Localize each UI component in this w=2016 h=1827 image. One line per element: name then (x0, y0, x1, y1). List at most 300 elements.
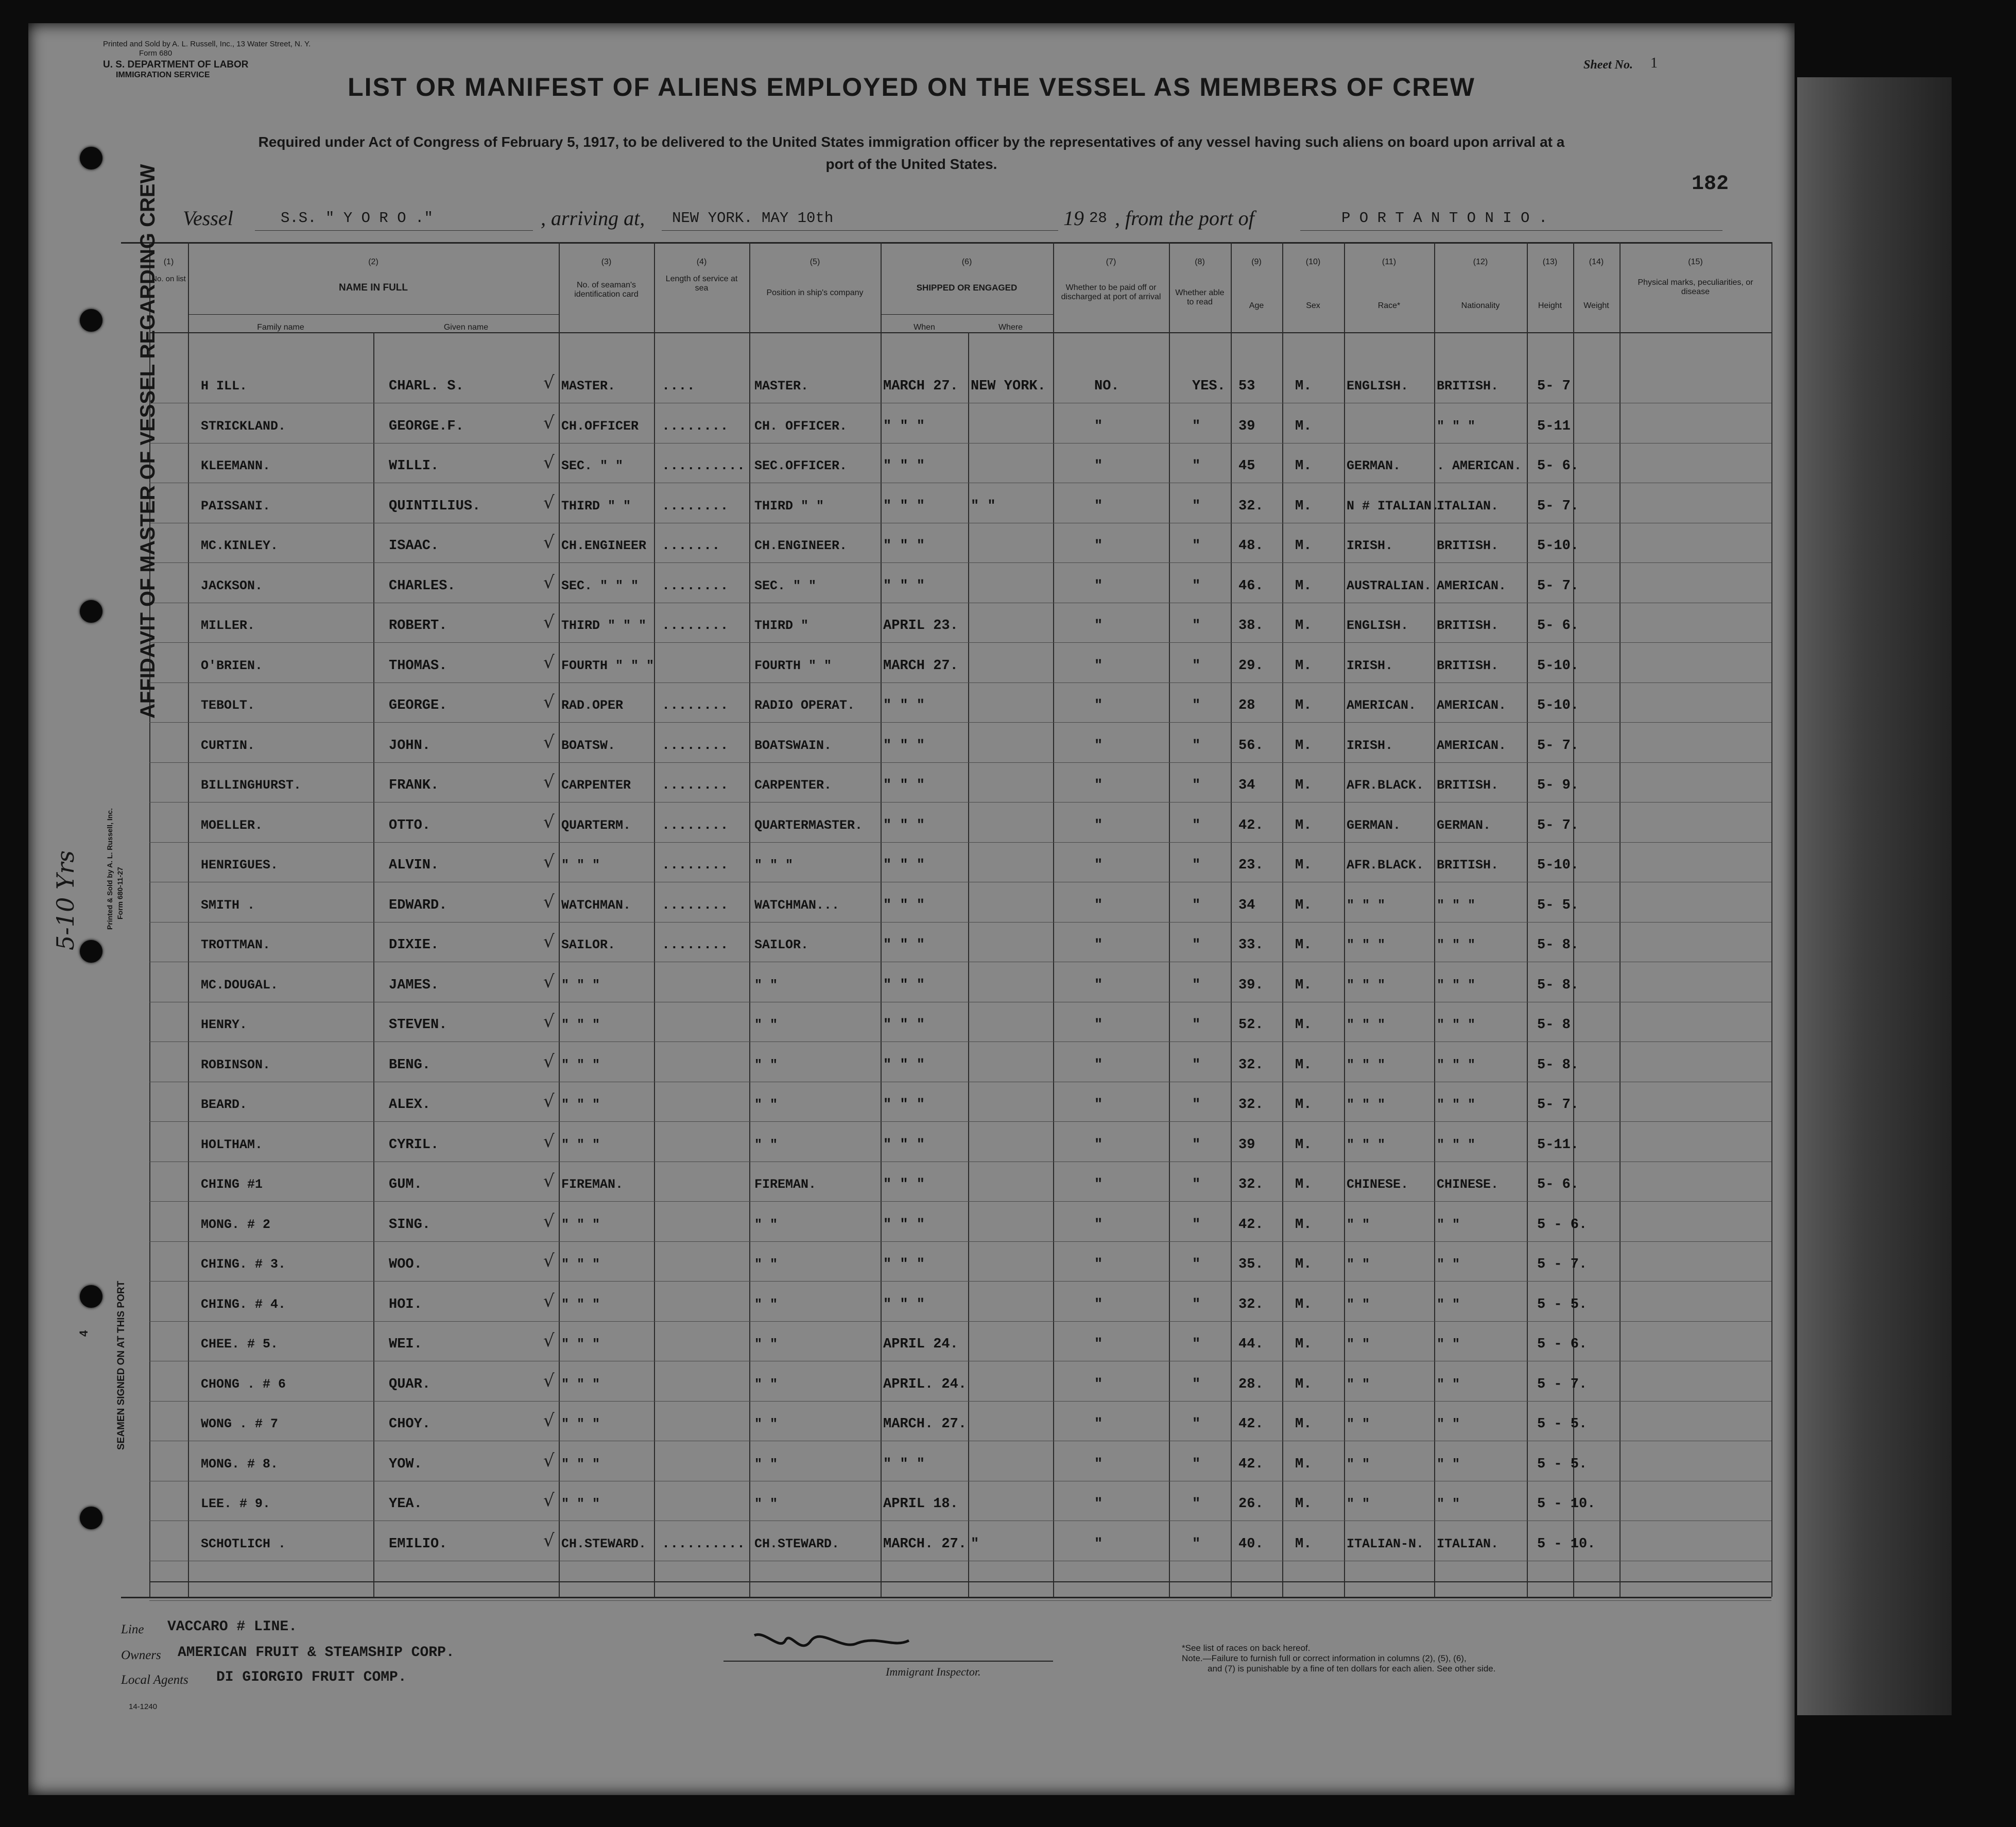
cell-when: APRIL. 24. (883, 1376, 967, 1392)
cell-read: " (1192, 1257, 1201, 1272)
cell-age: 42. (1238, 1456, 1264, 1472)
cell-where: " " (971, 498, 996, 514)
cell-position: THIRD " (754, 618, 809, 633)
cell-age: 56. (1238, 738, 1264, 754)
cell-paid: " (1094, 738, 1103, 754)
check-mark-icon: √ (543, 1011, 555, 1032)
margin-printed: Printed & Sold by A. L. Russell, Inc. (106, 808, 114, 930)
cell-paid: " (1094, 618, 1103, 634)
check-mark-icon: √ (543, 851, 555, 872)
row-rule (149, 1201, 1771, 1202)
cell-nationality: " " (1437, 1217, 1460, 1232)
check-mark-icon: √ (543, 1530, 555, 1551)
inspector-label: Immigrant Inspector. (886, 1665, 981, 1678)
cell-family: MONG. # 2 (201, 1217, 271, 1232)
cell-card: THIRD " " " (561, 618, 647, 633)
cell-when: " " " (883, 1097, 925, 1113)
cell-nationality: " " " (1437, 1057, 1476, 1072)
cell-given: OTTO. (389, 817, 431, 833)
cell-nationality: " " " (1437, 937, 1476, 952)
header-age: Age (1249, 301, 1264, 310)
cell-read: " (1192, 937, 1201, 953)
cell-nationality: " " (1437, 1337, 1460, 1352)
cell-position: QUARTERMASTER. (754, 817, 863, 833)
cell-read: " (1192, 1217, 1201, 1233)
margin-master-note: AFFIDAVIT OF MASTER OF VESSEL REGARDING CREW (136, 164, 159, 719)
cell-card: " " " (561, 1097, 600, 1112)
cell-nationality: " " (1437, 1456, 1460, 1472)
header-race: Race* (1377, 301, 1401, 310)
cell-family: CURTIN. (201, 738, 255, 753)
cell-card: " " " (561, 1137, 600, 1152)
col-num: (14) (1589, 258, 1604, 266)
cell-nationality: " " " (1437, 897, 1476, 913)
cell-given: JOHN. (389, 738, 431, 754)
agents-label: Local Agents (121, 1673, 188, 1687)
cell-read: " (1192, 1017, 1201, 1033)
manifest-sheet (28, 23, 1795, 1795)
cell-race: IRISH. (1347, 738, 1393, 753)
cell-position: RADIO OPERAT. (754, 698, 855, 713)
column-rule (654, 242, 655, 1597)
cell-card: RAD.OPER (561, 698, 624, 713)
cell-sex: M. (1295, 1217, 1312, 1233)
cell-given: GUM. (389, 1177, 422, 1192)
form-number: Form 680 (139, 49, 173, 58)
cell-card: " " " (561, 1456, 600, 1472)
cell-age: 28 (1238, 698, 1255, 713)
service: IMMIGRATION SERVICE (116, 71, 210, 79)
check-mark-icon: √ (543, 1210, 555, 1232)
sheet-label: Sheet No. (1583, 58, 1633, 72)
cell-paid: " (1094, 1017, 1103, 1033)
check-mark-icon: √ (543, 1251, 555, 1271)
cell-age: 34 (1238, 897, 1255, 913)
cell-paid: " (1094, 1456, 1103, 1472)
cell-race: " " " (1347, 1137, 1386, 1152)
cell-read: " (1192, 1177, 1201, 1192)
row-rule (149, 1600, 1771, 1601)
cell-race: " " (1347, 1257, 1370, 1272)
cell-family: STRICKLAND. (201, 418, 286, 434)
cell-sex: M. (1295, 1097, 1312, 1113)
col-num: (15) (1688, 258, 1703, 266)
column-rule (1573, 242, 1574, 1597)
cell-card: " " " (561, 1296, 600, 1312)
cell-age: 29. (1238, 658, 1264, 674)
cell-age: 32. (1238, 1296, 1264, 1312)
cell-when: " " " (883, 1296, 925, 1312)
cell-sex: M. (1295, 1337, 1312, 1352)
cell-height: 5 - 10. (1537, 1536, 1596, 1552)
subheader-rule (188, 314, 559, 315)
cell-height: 5 - 6. (1537, 1217, 1588, 1233)
cell-given: CHARLES. (389, 578, 456, 594)
header-given-name: Given name (443, 323, 489, 332)
cell-given: WOO. (389, 1257, 422, 1272)
header-position: Position in ship's company (766, 288, 864, 297)
cell-height: 5- 8. (1537, 1057, 1579, 1073)
margin-seamen-count: 4 (77, 1330, 90, 1337)
cell-when: " " " (883, 418, 925, 434)
cell-family: BEARD. (201, 1097, 248, 1112)
cell-paid: " (1094, 1376, 1103, 1392)
cell-given: YEA. (389, 1496, 422, 1512)
cell-height: 5-10. (1537, 858, 1579, 873)
cell-given: EMILIO. (389, 1536, 447, 1552)
cell-nationality: " " (1437, 1496, 1460, 1511)
column-rule (1527, 242, 1528, 1597)
cell-sex: M. (1295, 618, 1312, 634)
cell-height: 5 - 10. (1537, 1496, 1596, 1512)
col-num: (1) (163, 258, 174, 266)
cell-nationality: ITALIAN. (1437, 498, 1499, 514)
cell-nationality: BRITISH. (1437, 658, 1499, 673)
cell-nationality: BRITISH. (1437, 858, 1499, 873)
cell-age: 34 (1238, 778, 1255, 793)
cell-sex: M. (1295, 418, 1312, 434)
cell-given: JAMES. (389, 977, 439, 993)
cell-given: CYRIL. (389, 1137, 439, 1153)
cell-age: 48. (1238, 538, 1264, 554)
cell-family: MONG. # 8. (201, 1456, 279, 1472)
cell-paid: " (1094, 977, 1103, 993)
cell-position: " " (754, 1057, 778, 1072)
subtitle-line: port of the United States. (825, 156, 997, 172)
line-label: Line (121, 1623, 144, 1636)
cell-when: " " " (883, 897, 925, 913)
cell-height: 5- 7. (1537, 498, 1579, 514)
cell-age: 35. (1238, 1257, 1264, 1272)
cell-card: SEC. " " " (561, 578, 639, 593)
row-rule (149, 562, 1771, 563)
cell-given: QUAR. (389, 1376, 431, 1392)
cell-height: 5- 7. (1537, 738, 1579, 754)
cell-sex: M. (1295, 778, 1312, 793)
check-mark-icon: √ (543, 1410, 555, 1431)
cell-position: " " " (754, 858, 794, 873)
cell-family: HENRIGUES. (201, 858, 279, 873)
cell-position: " " (754, 977, 778, 993)
cell-read: YES. (1192, 379, 1226, 394)
cell-when: " " " (883, 1177, 925, 1192)
cell-card: CARPENTER (561, 778, 631, 793)
cell-height: 5-11. (1537, 1137, 1579, 1153)
check-mark-icon: √ (543, 1450, 555, 1471)
check-mark-icon: √ (543, 1131, 555, 1152)
cell-age: 40. (1238, 1536, 1264, 1552)
cell-family: LEE. # 9. (201, 1496, 271, 1511)
cell-position: CARPENTER. (754, 778, 832, 793)
cell-race: IRISH. (1347, 538, 1393, 553)
header-able-read: Whether able to read (1175, 288, 1225, 306)
cell-length: .......... (662, 1536, 746, 1552)
cell-nationality: AMERICAN. (1437, 738, 1507, 753)
cell-height: 5- 8. (1537, 977, 1579, 993)
cell-position: CH. OFFICER. (754, 418, 848, 434)
cell-family: BILLINGHURST. (201, 778, 302, 793)
cell-age: 32. (1238, 1097, 1264, 1113)
cell-family: MC.KINLEY. (201, 538, 279, 553)
col-num: (13) (1542, 258, 1558, 266)
cell-nationality: BRITISH. (1437, 379, 1499, 394)
header-shipped: SHIPPED OR ENGAGED (916, 283, 1018, 293)
cell-height: 5- 8. (1537, 937, 1579, 953)
cell-length: .... (662, 379, 695, 394)
cell-card: FOURTH " " " (561, 658, 654, 673)
cell-family: HENRY. (201, 1017, 248, 1032)
cell-when: " " " (883, 538, 925, 554)
cell-length: ........ (662, 897, 729, 913)
column-rule (1771, 242, 1772, 1597)
cell-when: APRIL 18. (883, 1496, 958, 1512)
row-rule (149, 1241, 1771, 1242)
cell-family: ROBINSON. (201, 1057, 271, 1072)
cell-height: 5-10. (1537, 698, 1579, 713)
cell-read: " (1192, 1296, 1201, 1312)
row-rule (149, 842, 1771, 843)
cell-position: " " (754, 1416, 778, 1431)
cell-when: APRIL 24. (883, 1337, 958, 1352)
punch-hole (80, 940, 102, 963)
cell-nationality: " " " (1437, 977, 1476, 993)
cell-height: 5- 9. (1537, 778, 1579, 793)
cell-race: ENGLISH. (1347, 379, 1409, 394)
cell-age: 32. (1238, 1177, 1264, 1192)
cell-race: GERMAN. (1347, 817, 1401, 833)
cell-family: H ILL. (201, 379, 248, 394)
cell-position: FIREMAN. (754, 1177, 817, 1192)
cell-read: " (1192, 817, 1201, 833)
cell-height: 5 - 6. (1537, 1337, 1588, 1352)
cell-when: " " " (883, 738, 925, 754)
cell-sex: M. (1295, 379, 1312, 394)
check-mark-icon: √ (543, 1091, 555, 1112)
cell-nationality: " " (1437, 1376, 1460, 1392)
margin-seamen-note: SEAMEN SIGNED ON AT THIS PORT (116, 1280, 127, 1450)
cell-position: WATCHMAN... (754, 897, 840, 913)
cell-age: 39 (1238, 1137, 1255, 1153)
cell-card: " " " (561, 1337, 600, 1352)
header-where: Where (998, 323, 1023, 332)
cell-height: 5- 6. (1537, 458, 1579, 474)
cell-height: 5-10. (1537, 658, 1579, 674)
cell-race: " " (1347, 1376, 1370, 1392)
col-num: (11) (1382, 258, 1397, 266)
cell-given: CHOY. (389, 1416, 431, 1432)
cell-read: " (1192, 698, 1201, 713)
cell-age: 33. (1238, 937, 1264, 953)
cell-read: " (1192, 1137, 1201, 1153)
cell-position: MASTER. (754, 379, 809, 394)
cell-age: 52. (1238, 1017, 1264, 1033)
cell-given: ISAAC. (389, 538, 439, 554)
check-mark-icon: √ (543, 772, 555, 792)
cell-nationality: BRITISH. (1437, 778, 1499, 793)
cell-given: BENG. (389, 1057, 431, 1073)
header-when: When (914, 323, 935, 332)
cell-nationality: " " (1437, 1257, 1460, 1272)
cell-position: BOATSWAIN. (754, 738, 832, 753)
cell-paid: " (1094, 778, 1103, 793)
stamp-number: 182 (1692, 173, 1729, 196)
cell-card: SAILOR. (561, 937, 616, 952)
cell-nationality: ITALIAN. (1437, 1536, 1499, 1551)
owners-label: Owners (121, 1648, 161, 1662)
cell-sex: M. (1295, 937, 1312, 953)
cell-sex: M. (1295, 1137, 1312, 1153)
cell-family: CHING. # 3. (201, 1257, 286, 1272)
cell-card: " " " (561, 1017, 600, 1032)
cell-race: " " " (1347, 897, 1386, 913)
sheet-number: 1 (1650, 55, 1658, 71)
cell-paid: " (1094, 1177, 1103, 1192)
cell-when: " " " (883, 1217, 925, 1233)
cell-paid: " (1094, 538, 1103, 554)
cell-position: " " (754, 1296, 778, 1312)
cell-position: " " (754, 1337, 778, 1352)
cell-length: ........ (662, 618, 729, 634)
header-weight: Weight (1583, 301, 1609, 310)
cell-sex: M. (1295, 977, 1312, 993)
col-num: (5) (809, 258, 820, 266)
cell-when: " " " (883, 778, 925, 793)
cell-family: CHEE. # 5. (201, 1337, 279, 1352)
cell-family: O'BRIEN. (201, 658, 263, 673)
cell-height: 5 - 7. (1537, 1376, 1588, 1392)
cell-card: CH.ENGINEER (561, 538, 647, 553)
cell-when: MARCH. 27. (883, 1536, 967, 1552)
cell-height: 5 - 5. (1537, 1296, 1588, 1312)
cell-given: SING. (389, 1217, 431, 1233)
cell-given: ALVIN. (389, 858, 439, 873)
cell-when: " " " (883, 1456, 925, 1472)
cell-given: EDWARD. (389, 897, 447, 913)
cell-height: 5- 8 (1537, 1017, 1571, 1033)
cell-length: ........ (662, 498, 729, 514)
cell-position: SEC. " " (754, 578, 817, 593)
line-value: VACCARO # LINE. (167, 1619, 298, 1635)
port: P O R T A N T O N I O . (1341, 210, 1548, 227)
year-prefix: 19 (1063, 207, 1084, 230)
cell-sex: M. (1295, 817, 1312, 833)
cell-nationality: AMERICAN. (1437, 698, 1507, 713)
cell-age: 23. (1238, 858, 1264, 873)
punch-hole (80, 600, 102, 623)
cell-height: 5-10. (1537, 538, 1579, 554)
cell-read: " (1192, 738, 1201, 754)
cell-read: " (1192, 1376, 1201, 1392)
cell-paid: " (1094, 698, 1103, 713)
subheader-rule (881, 314, 1053, 315)
cell-card: " " " (561, 1496, 600, 1511)
vessel-name: S.S. " Y O R O ." (281, 210, 433, 227)
cell-nationality: " " " (1437, 1097, 1476, 1112)
cell-card: THIRD " " (561, 498, 631, 514)
cell-when: APRIL 23. (883, 618, 958, 634)
cell-read: " (1192, 418, 1201, 434)
cell-race: " " " (1347, 937, 1386, 952)
cell-sex: M. (1295, 658, 1312, 674)
cell-age: 28. (1238, 1376, 1264, 1392)
cell-nationality: . AMERICAN. (1437, 458, 1522, 473)
cell-paid: " (1094, 458, 1103, 474)
cell-length: ........ (662, 418, 729, 434)
cell-when: " " " (883, 698, 925, 713)
cell-position: FOURTH " " (754, 658, 832, 673)
cell-card: " " " (561, 1376, 600, 1392)
column-rule (188, 242, 189, 1597)
cell-family: MOELLER. (201, 817, 263, 833)
header-physical: Physical marks, peculiarities, or disease (1638, 278, 1753, 296)
check-mark-icon: √ (543, 612, 555, 633)
check-mark-icon: √ (543, 1290, 555, 1311)
cell-when: " " " (883, 858, 925, 873)
cell-height: 5- 5. (1537, 897, 1579, 913)
cell-age: 38. (1238, 618, 1264, 634)
cell-family: TEBOLT. (201, 698, 255, 713)
cell-given: STEVEN. (389, 1017, 447, 1033)
cell-given: DIXIE. (389, 937, 439, 953)
column-rule (749, 242, 750, 1597)
cell-sex: M. (1295, 698, 1312, 713)
cell-race: " " (1347, 1337, 1370, 1352)
row-rule (149, 682, 1771, 683)
cell-age: 26. (1238, 1496, 1264, 1512)
row-rule (149, 722, 1771, 723)
cell-race: " " (1347, 1456, 1370, 1472)
check-mark-icon: √ (543, 1051, 555, 1072)
header-sex: Sex (1306, 301, 1320, 310)
cell-read: " (1192, 498, 1201, 514)
cell-given: FRANK. (389, 778, 439, 793)
column-rule (1169, 242, 1170, 1597)
cell-read: " (1192, 1057, 1201, 1073)
cell-nationality: BRITISH. (1437, 538, 1499, 553)
cell-nationality: " " " (1437, 1017, 1476, 1032)
cell-given: YOW. (389, 1456, 422, 1472)
cell-race: " " (1347, 1416, 1370, 1431)
cell-race: AMERICAN. (1347, 698, 1417, 713)
row-rule (149, 762, 1771, 763)
cell-sex: M. (1295, 1017, 1312, 1033)
cell-family: WONG . # 7 (201, 1416, 279, 1431)
cell-length: ........ (662, 817, 729, 833)
cell-sex: M. (1295, 1536, 1312, 1552)
margin-form: Form 680-11-27 (116, 867, 124, 919)
cell-race: " " " (1347, 1057, 1386, 1072)
check-mark-icon: √ (543, 971, 555, 992)
cell-sex: M. (1295, 1296, 1312, 1312)
col-num: (4) (696, 258, 707, 266)
cell-paid: " (1094, 1057, 1103, 1073)
cell-sex: M. (1295, 1496, 1312, 1512)
cell-read: " (1192, 778, 1201, 793)
cell-when: MARCH. 27. (883, 1416, 967, 1432)
header-paid-off: Whether to be paid off or discharged at port of arrival (1061, 283, 1161, 301)
column-rule (1053, 242, 1054, 1597)
header-length-service: Length of service at sea (665, 275, 738, 293)
header-nationality: Nationality (1461, 301, 1500, 310)
col-num: (7) (1106, 258, 1116, 266)
cell-position: " " (754, 1257, 778, 1272)
cell-nationality: CHINESE. (1437, 1177, 1499, 1192)
cell-sex: M. (1295, 1177, 1312, 1192)
check-mark-icon: √ (543, 891, 555, 912)
cell-age: 46. (1238, 578, 1264, 594)
header-id-card: No. of seaman's identification card (574, 281, 639, 299)
header-family-name: Family name (257, 323, 304, 332)
